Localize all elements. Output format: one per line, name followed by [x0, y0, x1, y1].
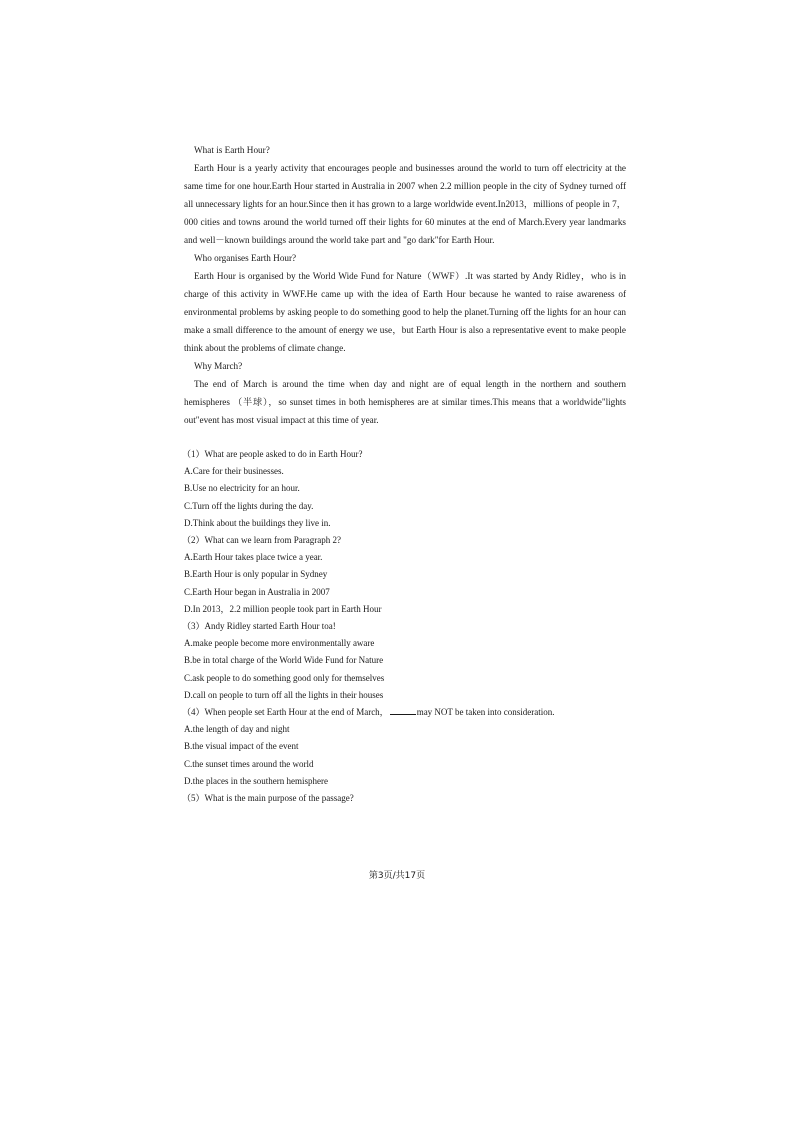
page-number: 第3页/共17页: [368, 871, 426, 881]
answer-option: A.the length of day and night: [184, 724, 290, 735]
answer-option: C.ask people to do something good only for themselves: [184, 672, 385, 683]
answer-option: B.be in total charge of the World Wide Fund for Nature: [184, 655, 384, 666]
answer-option: D.the places in the southern hemisphere: [184, 775, 328, 786]
answer-option: C.the sunset times around the world: [184, 758, 314, 769]
question-stem-start: （4）When people set Earth Hour at the end of March，: [182, 707, 389, 718]
paragraph: Earth Hour is a yearly activity that encourages people and businesses around the world to turn off electricity at the same time for one hour.Earth Hour started in Australia in 2007 when 2.2 million people in the city of Sydney turned off all unnecessary lights for an hour.Since then it has grown to a large worldwide event.In2013，millions of people in 7，000 cities and towns around the world turned off their lights for 60 minutes at the end of March.Every year landmarks and well－known buildings around the world take part and "go dark"for Earth Hour.: [184, 163, 626, 245]
answer-option: D.In 2013，2.2 million people took part in Earth Hour: [184, 603, 382, 614]
section-heading: What is Earth Hour?: [194, 145, 270, 155]
reading-passage: [184, 141, 626, 429]
answer-option: A.make people become more environmentally aware: [184, 638, 375, 649]
answer-option: D.Think about the buildings they live in.: [184, 517, 331, 528]
paragraph: The end of March is around the time when day and night are of equal length in the northern and southern hemispheres （半球），so sunset times in both hemispheres are at similar times.This means that a worldwide"lights out"event has most visual impact at this time of year.: [184, 379, 626, 425]
answer-option: B.Earth Hour is only popular in Sydney: [184, 569, 328, 580]
section-heading: Why March?: [194, 361, 243, 371]
question-stem: （3）Andy Ridley started Earth Hour toa!: [182, 621, 336, 632]
question-stem: [182, 704, 626, 721]
answer-option: A.Earth Hour takes place twice a year.: [184, 552, 323, 563]
question-stem: （2）What can we learn from Paragraph 2?: [182, 535, 341, 546]
answer-option: D.call on people to turn off all the lights in their houses: [184, 689, 384, 700]
answer-option: C.Earth Hour began in Australia in 2007: [184, 586, 330, 597]
question-stem: （1）What are people asked to do in Earth Hour?: [182, 449, 363, 459]
answer-option: C.Turn off the lights during the day.: [184, 500, 314, 511]
question-list: [184, 446, 626, 807]
question-stem-end: may NOT be taken into consideration.: [416, 707, 555, 718]
answer-option: B.the visual impact of the event: [184, 741, 299, 752]
section-heading: Who organises Earth Hour?: [194, 253, 297, 263]
paragraph: Earth Hour is organised by the World Wide Fund for Nature（WWF）.It was started by Andy Ridley，who is in charge of this activity in WWF.He came up with the idea of Earth Hour because he wanted to raise awareness of environmental problems by asking people to do something good to help the planet.Turning off the lights for an hour can make a small difference to the amount of energy we use，but Earth Hour is also a representative event to make people think about the problems of climate change.: [184, 271, 626, 353]
answer-option: B.Use no electricity for an hour.: [184, 483, 300, 494]
question-stem: （5）What is the main purpose of the passage?: [182, 793, 354, 804]
answer-option: A.Care for their businesses.: [184, 466, 284, 477]
answer-blank: [390, 706, 416, 715]
